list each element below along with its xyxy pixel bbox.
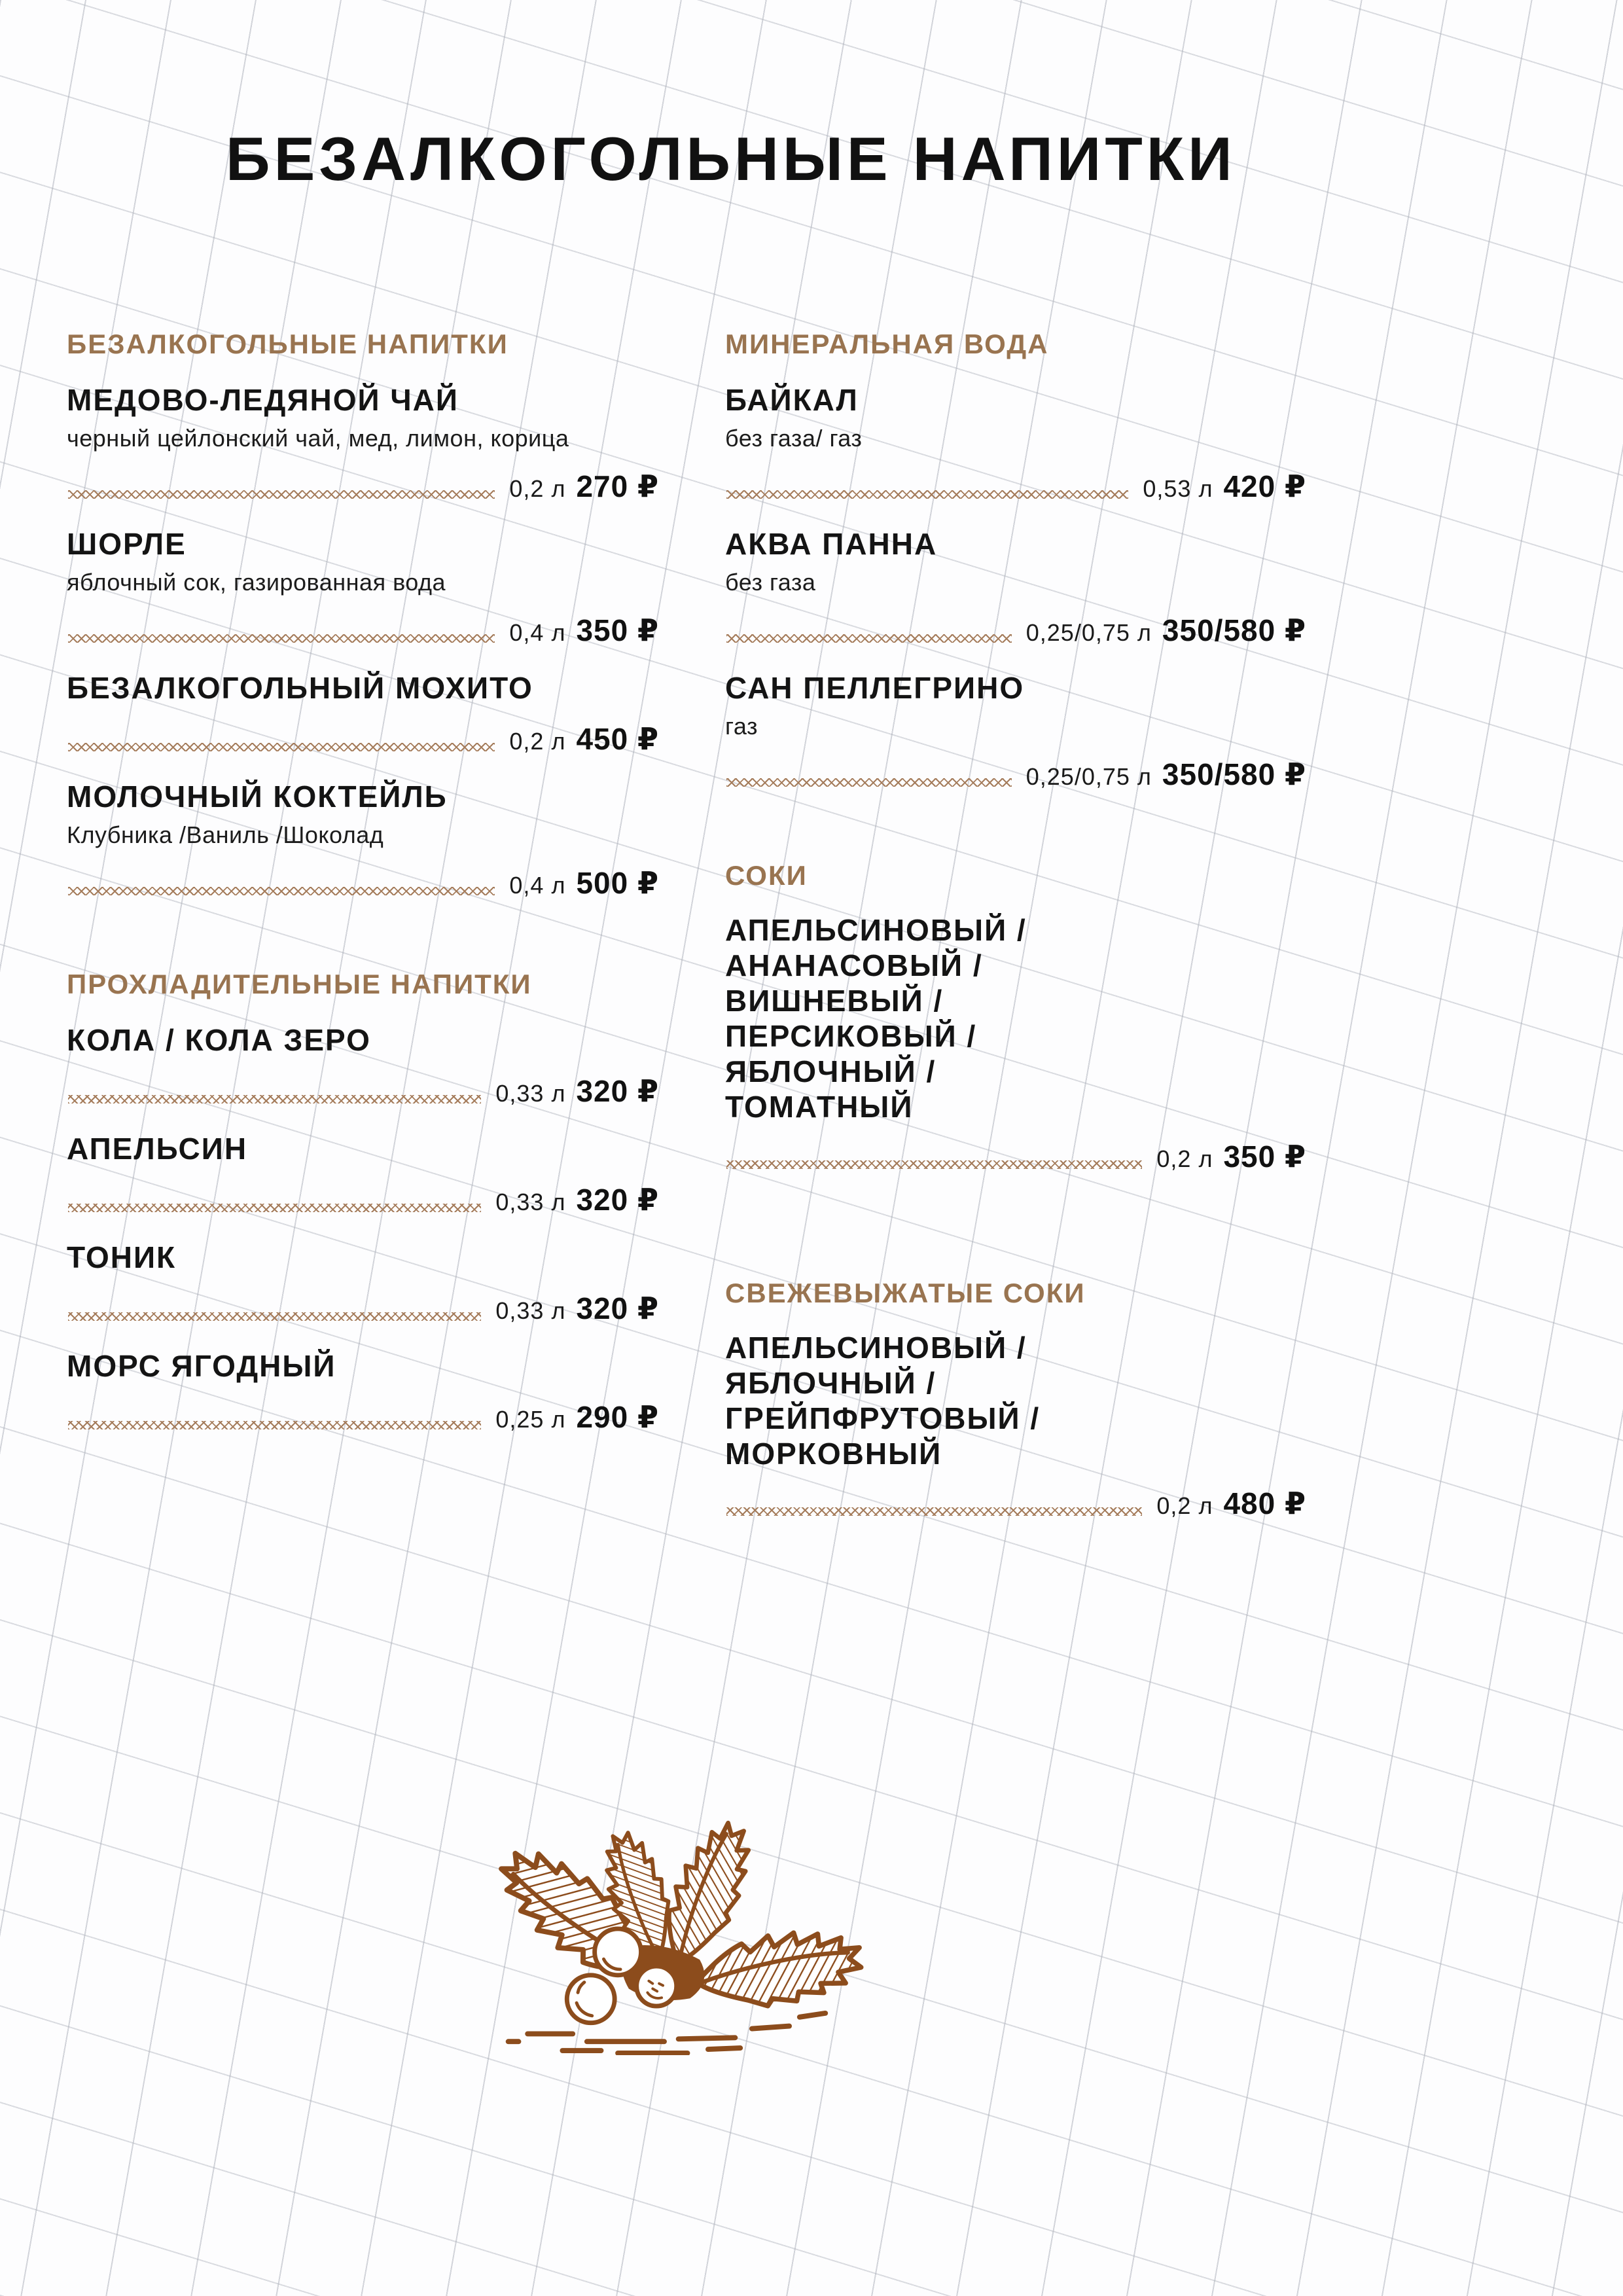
item-price: 290 ₽: [576, 1400, 659, 1434]
section-title: МИНЕРАЛЬНАЯ ВОДА: [725, 329, 1049, 359]
item-name: САН ПЕЛЛЕГРИНО: [725, 671, 1025, 705]
item-name-line: ВИШНЕВЫЙ /: [725, 984, 944, 1018]
item-name: ШОРЛЕ: [67, 527, 187, 561]
price-leader: [68, 1312, 481, 1321]
menu-item: [725, 912, 1306, 1178]
section-title: ПРОХЛАДИТЕЛЬНЫЕ НАПИТКИ: [67, 969, 532, 999]
item-price: 350/580 ₽: [1162, 757, 1306, 791]
item-price: 320 ₽: [576, 1074, 659, 1108]
menu-item: [725, 525, 1306, 652]
item-price: 270 ₽: [576, 469, 659, 503]
item-name: [725, 912, 1306, 1124]
price-row: [67, 1398, 659, 1439]
item-volume: 0,33 л: [495, 1080, 566, 1107]
item-name: [725, 1330, 1306, 1471]
item-price: 480 ₽: [1223, 1486, 1306, 1520]
item-name: МЕДОВО-ЛЕДЯНОЙ ЧАЙ: [67, 383, 459, 417]
section-title: СОКИ: [725, 860, 808, 891]
price-row: [67, 864, 659, 905]
price-leader: [68, 1204, 481, 1212]
price-row: [67, 720, 659, 761]
item-volume: 0,2 л: [509, 475, 566, 502]
item-price: 420 ₽: [1223, 469, 1306, 503]
price-leader: [726, 634, 1012, 643]
item-volume: 0,4 л: [509, 872, 566, 899]
price-row: [725, 467, 1306, 508]
menu-item: [67, 1238, 659, 1330]
item-volume: 0,25/0,75 л: [1026, 763, 1152, 790]
item-price: 450 ₽: [576, 722, 659, 756]
item-name: ТОНИК: [67, 1240, 177, 1274]
item-name: БЕЗАЛКОГОЛЬНЫЙ МОХИТО: [67, 671, 533, 705]
menu-item: [725, 1330, 1306, 1525]
price-row: [67, 467, 659, 508]
item-name-line: АПЕЛЬСИНОВЫЙ /: [725, 1331, 1027, 1365]
price-row: [725, 611, 1306, 652]
price-row: [67, 1072, 659, 1113]
price-leader: [68, 1421, 481, 1429]
section-soft-drinks: [67, 327, 659, 905]
item-volume: 0,25/0,75 л: [1026, 619, 1152, 646]
item-name: АКВА ПАННА: [725, 527, 938, 561]
item-name: БАЙКАЛ: [725, 383, 859, 417]
price-row: [67, 611, 659, 652]
page-title: БЕЗАЛКОГОЛЬНЫЕ НАПИТКИ: [226, 124, 1236, 193]
price-row: [725, 1484, 1306, 1525]
menu-item: [67, 1130, 659, 1221]
section-mineral-water: [725, 327, 1306, 796]
item-volume: 0,33 л: [495, 1297, 566, 1324]
item-name: КОЛА / КОЛА ЗЕРО: [67, 1023, 371, 1057]
item-price: 350 ₽: [576, 613, 659, 647]
price-leader: [68, 887, 495, 895]
item-description: без газа: [725, 569, 816, 596]
price-leader: [726, 778, 1012, 787]
item-price: 320 ₽: [576, 1291, 659, 1325]
menu-column-left: [67, 308, 659, 1456]
item-name-line: ТОМАТНЫЙ: [725, 1090, 914, 1124]
menu-item: [67, 778, 659, 905]
menu-item: [67, 1347, 659, 1439]
section-title: СВЕЖЕВЫЖАТЫЕ СОКИ: [725, 1278, 1086, 1308]
item-name-line: АПЕЛЬСИНОВЫЙ /: [725, 913, 1027, 947]
item-volume: 0,25 л: [495, 1406, 566, 1433]
item-name-line: МОРКОВНЫЙ: [725, 1437, 942, 1471]
item-description: яблочный сок, газированная вода: [67, 569, 446, 596]
price-row: [67, 1289, 659, 1330]
item-price: 350/580 ₽: [1162, 613, 1306, 647]
item-name: МОРС ЯГОДНЫЙ: [67, 1349, 336, 1383]
price-leader: [68, 634, 495, 643]
menu-item: [67, 669, 659, 761]
price-row: [725, 755, 1306, 796]
section-cooling-drinks: [67, 967, 659, 1439]
price-row: [725, 1138, 1306, 1178]
item-volume: 0,2 л: [1156, 1145, 1213, 1172]
item-name-line: ГРЕЙПФРУТОВЫЙ /: [725, 1401, 1041, 1435]
price-leader: [68, 743, 495, 751]
item-description: без газа/ газ: [725, 425, 863, 452]
item-description: газ: [725, 713, 758, 740]
item-name: АПЕЛЬСИН: [67, 1132, 248, 1166]
item-volume: 0,4 л: [509, 619, 566, 646]
price-leader: [726, 1160, 1142, 1169]
item-price: 350 ₽: [1223, 1139, 1306, 1174]
item-description: черный цейлонский чай, мед, лимон, корица: [67, 425, 569, 452]
price-leader: [726, 490, 1128, 499]
menu-column-right: [725, 308, 1306, 1542]
item-price: 320 ₽: [576, 1183, 659, 1217]
item-name-line: ЯБЛОЧНЫЙ /: [725, 1366, 936, 1400]
menu-item: [725, 669, 1306, 796]
item-volume: 0,2 л: [1156, 1492, 1213, 1519]
price-leader: [726, 1507, 1142, 1516]
item-name: МОЛОЧНЫЙ КОКТЕЙЛЬ: [67, 780, 448, 814]
menu-item: [67, 525, 659, 652]
section-fresh-juices: [725, 1276, 1306, 1525]
item-name-line: АНАНАСОВЫЙ /: [725, 948, 983, 982]
holly-berries-illustration: [452, 1793, 877, 2055]
item-name-line: ЯБЛОЧНЫЙ /: [725, 1054, 936, 1088]
item-volume: 0,33 л: [495, 1189, 566, 1215]
price-leader: [68, 1095, 481, 1103]
menu-item: [725, 381, 1306, 508]
menu-item: [67, 1021, 659, 1113]
menu-item: [67, 381, 659, 508]
item-volume: 0,2 л: [509, 728, 566, 755]
section-title: БЕЗАЛКОГОЛЬНЫЕ НАПИТКИ: [67, 329, 508, 359]
price-leader: [68, 490, 495, 499]
item-price: 500 ₽: [576, 866, 659, 900]
price-row: [67, 1181, 659, 1221]
item-volume: 0,53 л: [1143, 475, 1213, 502]
item-description: Клубника /Ваниль /Шоколад: [67, 821, 384, 848]
item-name-line: ПЕРСИКОВЫЙ /: [725, 1019, 977, 1053]
section-juices: [725, 859, 1306, 1178]
